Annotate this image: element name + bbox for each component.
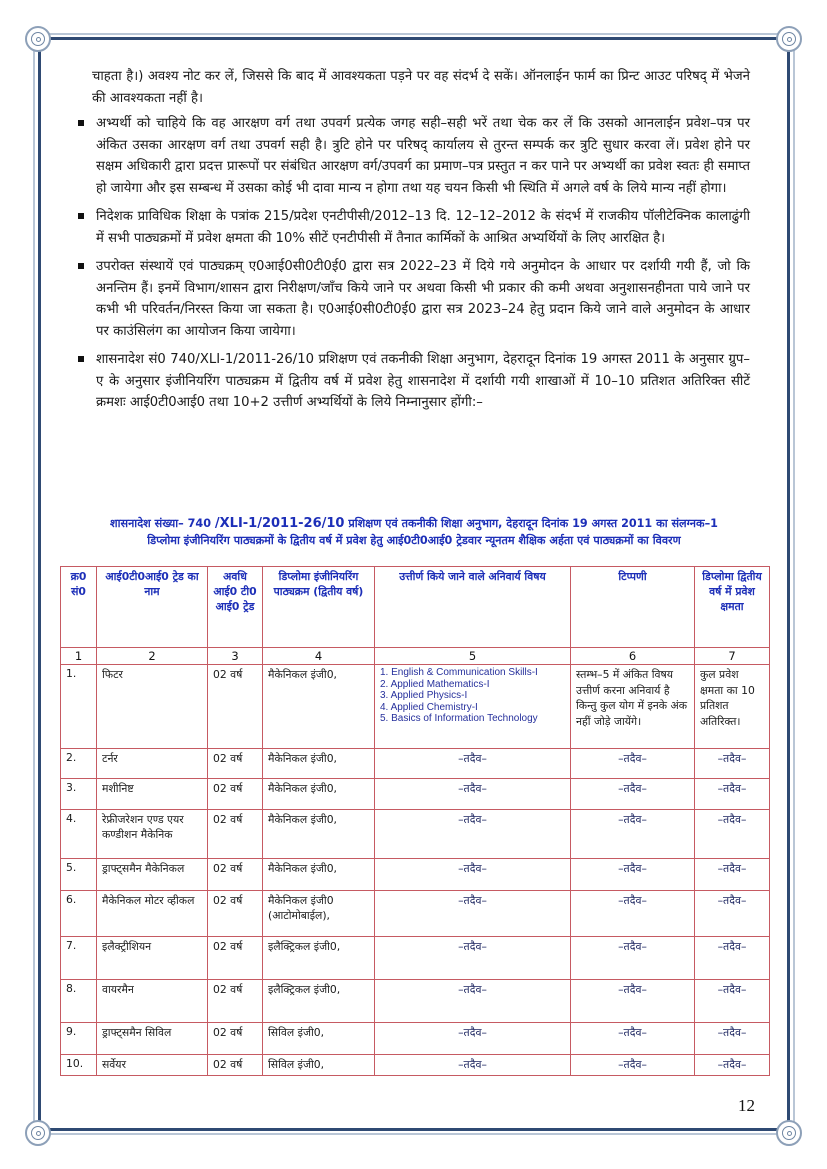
bullet-ntpc-reservation bbox=[96, 206, 750, 249]
serial-cell: 1. bbox=[61, 665, 97, 749]
column-number: 5 bbox=[375, 648, 571, 665]
page-number: 12 bbox=[738, 1096, 755, 1115]
capacity-cell: –तदैव– bbox=[695, 1055, 770, 1076]
trade-cell: मैकेनिकल मोटर व्हीकल bbox=[97, 891, 208, 937]
capacity-cell: कुल प्रवेश क्षमता का 10 प्रतिशत अतिरिक्त। bbox=[695, 665, 770, 749]
square-bullet-icon bbox=[78, 356, 84, 362]
table-row bbox=[61, 980, 770, 1023]
square-bullet-icon bbox=[78, 213, 84, 219]
subjects-cell: –तदैव– bbox=[375, 810, 571, 859]
trade-cell: टर्नर bbox=[97, 749, 208, 779]
subject-item: 5. Basics of Information Technology bbox=[380, 713, 538, 725]
course-cell: मैकेनिकल इंजी0, bbox=[263, 859, 375, 891]
trade-cell: वायरमैन bbox=[97, 980, 208, 1023]
header-compulsory-subjects: उत्तीर्ण किये जाने वाले अनिवार्य विषय bbox=[375, 567, 571, 648]
header-serial: क्र0 सं0 bbox=[61, 567, 97, 648]
subjects-cell: –तदैव– bbox=[375, 779, 571, 810]
subjects-cell: –तदैव– bbox=[375, 937, 571, 980]
header-remark: टिप्पणी bbox=[571, 567, 695, 648]
course-cell: सिविल इंजी0, bbox=[263, 1023, 375, 1055]
bullet-text: उपरोक्त संस्थायें एवं पाठ्यक्रम् ए0आई0सी0टी0ई0 द्वारा सत्र 2022–23 में दिये गये अनुमोदन के आधार पर दर्शायी गयी हैं, जो कि अनन्तिम हैं। इनमें विभाग/शासन द्वारा निरीक्षण/जाँच किये जाने पर अथवा किसी भी प्रकार की कमी अथवा अनुशासनहीनता पाये जाने पर कभी भी परिवर्तन/निरस्त किया जा सकता है। ए0आई0सी0टी0ई0 द्वारा सत्र 2023–24 हेतु प्रदान किये जाने वाले अनुमोदन के आधार पर काउंसिलंग का आयोजन किया जायेगा। bbox=[96, 259, 750, 339]
table-row bbox=[61, 1055, 770, 1076]
table-row bbox=[61, 937, 770, 980]
serial-cell: 2. bbox=[61, 749, 97, 779]
header-admission-capacity: डिप्लोमा द्वितीय वर्ष में प्रवेश क्षमता bbox=[695, 567, 770, 648]
duration-cell: 02 वर्ष bbox=[208, 779, 263, 810]
duration-cell: 02 वर्ष bbox=[208, 665, 263, 749]
trade-cell: ड्राफ्ट्समैन सिविल bbox=[97, 1023, 208, 1055]
caption-order-code: /XLI-1/2011-26/10 bbox=[214, 516, 345, 531]
subject-item: 2. Applied Mathematics-I bbox=[380, 678, 490, 690]
column-number: 2 bbox=[97, 648, 208, 665]
square-bullet-icon bbox=[78, 120, 84, 126]
trade-cell: मशीनिष्ट bbox=[97, 779, 208, 810]
caption-line-2: डिप्लोमा इंजीनियरिंग पाठ्यक्रमों के द्वितीय वर्ष में प्रवेश हेतु आई0टी0आई0 ट्रेडवार न्यूनतम शैक्षिक अर्हता एवं पाठ्यक्रमों का विवरण bbox=[147, 534, 681, 547]
subject-item: 3. Applied Physics-I bbox=[380, 690, 468, 702]
remark-cell: –तदैव– bbox=[571, 937, 695, 980]
bullet-reservation-category bbox=[96, 113, 750, 199]
course-cell: मैकेनिकल इंजी0, bbox=[263, 810, 375, 859]
course-cell: सिविल इंजी0, bbox=[263, 1055, 375, 1076]
capacity-cell: –तदैव– bbox=[695, 810, 770, 859]
bullet-text: निदेशक प्राविधिक शिक्षा के पत्रांक 215/प्रदेश एनटीपीसी/2012–13 दि. 12–12–2012 के संदर्भ में राजकीय पॉलीटेक्निक कालाढुंगी में सभी पाठ्यक्रमों में प्रवेश क्षमता की 10% सीटें एनटीपीसी में तैनात कार्मिकों के आश्रित अभ्यर्थियों के लिए आरक्षित है। bbox=[96, 209, 750, 246]
duration-cell: 02 वर्ष bbox=[208, 891, 263, 937]
table-row bbox=[61, 810, 770, 859]
capacity-cell: –तदैव– bbox=[695, 779, 770, 810]
column-number: 3 bbox=[208, 648, 263, 665]
table-row bbox=[61, 779, 770, 810]
table-row bbox=[61, 665, 770, 749]
subjects-cell: –तदैव– bbox=[375, 749, 571, 779]
corner-ornament-icon bbox=[25, 1120, 51, 1146]
remark-cell: –तदैव– bbox=[571, 1055, 695, 1076]
body-text bbox=[88, 66, 750, 421]
serial-cell: 4. bbox=[61, 810, 97, 859]
remark-cell: –तदैव– bbox=[571, 980, 695, 1023]
bullet-text: शासनादेश सं0 740/XLI-1/2011-26/10 प्रशिक्षण एवं तकनीकी शिक्षा अनुभाग, देहरादून दिनांक 19 अगस्त 2011 के अनुसार ग्रुप–ए के अनुसार इंजीनियरिंग पाठ्यक्रम में द्वितीय वर्ष में प्रवेश हेतु शासनादेश में दर्शायी गयी शाखाओं में 10–10 प्रतिशत अतिरिक्त सीटें क्रमशः आई0टी0आई0 तथा 10+2 उत्तीर्ण अभ्यर्थियों के लिये निम्नानुसार होंगी:– bbox=[96, 352, 750, 410]
table-caption bbox=[60, 515, 768, 549]
duration-cell: 02 वर्ष bbox=[208, 810, 263, 859]
course-cell: इलैक्ट्रिकल इंजी0, bbox=[263, 937, 375, 980]
column-number: 1 bbox=[61, 648, 97, 665]
subjects-cell: –तदैव– bbox=[375, 859, 571, 891]
serial-cell: 9. bbox=[61, 1023, 97, 1055]
trade-cell: फिटर bbox=[97, 665, 208, 749]
course-cell: मैकेनिकल इंजी0, bbox=[263, 749, 375, 779]
subjects-cell: –तदैव– bbox=[375, 1023, 571, 1055]
capacity-cell: –तदैव– bbox=[695, 859, 770, 891]
capacity-cell: –तदैव– bbox=[695, 749, 770, 779]
remark-cell: –तदैव– bbox=[571, 749, 695, 779]
capacity-cell: –तदैव– bbox=[695, 891, 770, 937]
subjects-cell: –तदैव– bbox=[375, 980, 571, 1023]
subjects-cell: –तदैव– bbox=[375, 1055, 571, 1076]
frame-top-outer bbox=[34, 33, 794, 35]
bullet-text: अभ्यर्थी को चाहिये कि वह आरक्षण वर्ग तथा उपवर्ग प्रत्येक जगह सही–सही भरें तथा चेक कर लें कि उसको आनलाईन प्रवेश–पत्र पर अंकित उसका आरक्षण वर्ग तथा उपवर्ग सही है। त्रुटि होने पर परिषद् कार्यालय से तुरन्त सम्पर्क कर त्रुटि सुधार करवा लें। प्रवेश होने पर सक्षम अधिकारी द्वारा प्रदत्त प्रारूपों पर संबंधित आरक्षण वर्ग/उपवर्ग का प्रमाण–पत्र प्रस्तुत न कर पाने पर अभ्यर्थी का प्रवेश स्वतः ही समाप्त हो जायेगा और इस सम्बन्ध में उसका कोई भी दावा मान्य न होगा तथा यह चयन किसी भी स्थिति में अगले वर्ष के लिये मान्य नहीं होगा। bbox=[96, 116, 750, 196]
table-row bbox=[61, 1023, 770, 1055]
duration-cell: 02 वर्ष bbox=[208, 859, 263, 891]
column-number: 4 bbox=[263, 648, 375, 665]
frame-left bbox=[38, 38, 41, 1133]
subjects-cell: –तदैव– bbox=[375, 891, 571, 937]
corner-ornament-icon bbox=[776, 1120, 802, 1146]
serial-cell: 8. bbox=[61, 980, 97, 1023]
intro-paragraph: चाहता है।) अवश्य नोट कर लें, जिससे कि बाद में आवश्यकता पड़ने पर वह संदर्भ दे सकें। ऑनलाईन फार्म का प्रिन्ट आउट परिषद् में भेजने की आवश्यकता नहीं है। bbox=[92, 69, 750, 106]
trade-cell: सर्वेयर bbox=[97, 1055, 208, 1076]
frame-bottom-outer bbox=[34, 1133, 794, 1135]
trade-cell: इलैक्ट्रीशियन bbox=[97, 937, 208, 980]
course-cell: इलैक्ट्रिकल इंजी0, bbox=[263, 980, 375, 1023]
remark-cell: –तदैव– bbox=[571, 891, 695, 937]
trade-cell: रेफ्रीजरेशन एण्ड एयर कण्डीशन मैकेनिक bbox=[97, 810, 208, 859]
frame-top bbox=[34, 37, 794, 40]
serial-cell: 5. bbox=[61, 859, 97, 891]
column-number: 6 bbox=[571, 648, 695, 665]
frame-bottom bbox=[34, 1128, 794, 1131]
square-bullet-icon bbox=[78, 263, 84, 269]
header-diploma-course: डिप्लोमा इंजीनियरिंग पाठ्यक्रम (द्वितीय वर्ष) bbox=[263, 567, 375, 648]
corner-ornament-icon bbox=[25, 26, 51, 52]
table-row bbox=[61, 859, 770, 891]
serial-cell: 3. bbox=[61, 779, 97, 810]
header-duration: अवधि आई0 टी0 आई0 ट्रेड bbox=[208, 567, 263, 648]
capacity-cell: –तदैव– bbox=[695, 937, 770, 980]
trade-cell: ड्राफ्ट्समैन मैकेनिकल bbox=[97, 859, 208, 891]
course-cell: मैकेनिकल इंजी0, bbox=[263, 779, 375, 810]
frame-right-outer bbox=[793, 38, 795, 1133]
serial-cell: 10. bbox=[61, 1055, 97, 1076]
column-number-row bbox=[61, 648, 770, 665]
caption-order-number: शासनादेश संख्या– 740 bbox=[110, 517, 211, 530]
duration-cell: 02 वर्ष bbox=[208, 1055, 263, 1076]
frame-right bbox=[787, 38, 790, 1133]
frame-left-outer bbox=[33, 38, 35, 1133]
duration-cell: 02 वर्ष bbox=[208, 980, 263, 1023]
serial-cell: 6. bbox=[61, 891, 97, 937]
duration-cell: 02 वर्ष bbox=[208, 937, 263, 980]
bullet-government-order bbox=[96, 349, 750, 414]
column-number: 7 bbox=[695, 648, 770, 665]
subject-item: 1. English & Communication Skills-I bbox=[380, 667, 538, 678]
caption-line-1 bbox=[60, 515, 768, 532]
caption-order-detail: प्रशिक्षण एवं तकनीकी शिक्षा अनुभाग, देहरादून दिनांक 19 अगस्त 2011 का संलग्नक–1 bbox=[348, 517, 718, 530]
course-cell: मैकेनिकल इंजी0 (आटोमोबाईल), bbox=[263, 891, 375, 937]
corner-ornament-icon bbox=[776, 26, 802, 52]
remark-cell: –तदैव– bbox=[571, 859, 695, 891]
capacity-cell: –तदैव– bbox=[695, 1023, 770, 1055]
duration-cell: 02 वर्ष bbox=[208, 749, 263, 779]
subject-item: 4. Applied Chemistry-I bbox=[380, 701, 478, 713]
remark-cell: –तदैव– bbox=[571, 1023, 695, 1055]
table-header-row bbox=[61, 567, 770, 648]
subjects-cell bbox=[375, 665, 571, 749]
remark-cell: –तदैव– bbox=[571, 810, 695, 859]
table-row bbox=[61, 891, 770, 937]
table-row bbox=[61, 749, 770, 779]
capacity-cell: –तदैव– bbox=[695, 980, 770, 1023]
bullet-aicte-approval bbox=[96, 256, 750, 342]
header-trade-name: आई0टी0आई0 ट्रेड का नाम bbox=[97, 567, 208, 648]
serial-cell: 7. bbox=[61, 937, 97, 980]
iti-trade-table bbox=[60, 566, 770, 1076]
course-cell: मैकेनिकल इंजी0, bbox=[263, 665, 375, 749]
remark-cell: स्तम्भ–5 में अंकित विषय उत्तीर्ण करना अनिवार्य है किन्तु कुल योग में इनके अंक नहीं जोड़े जायेंगे। bbox=[571, 665, 695, 749]
duration-cell: 02 वर्ष bbox=[208, 1023, 263, 1055]
remark-cell: –तदैव– bbox=[571, 779, 695, 810]
